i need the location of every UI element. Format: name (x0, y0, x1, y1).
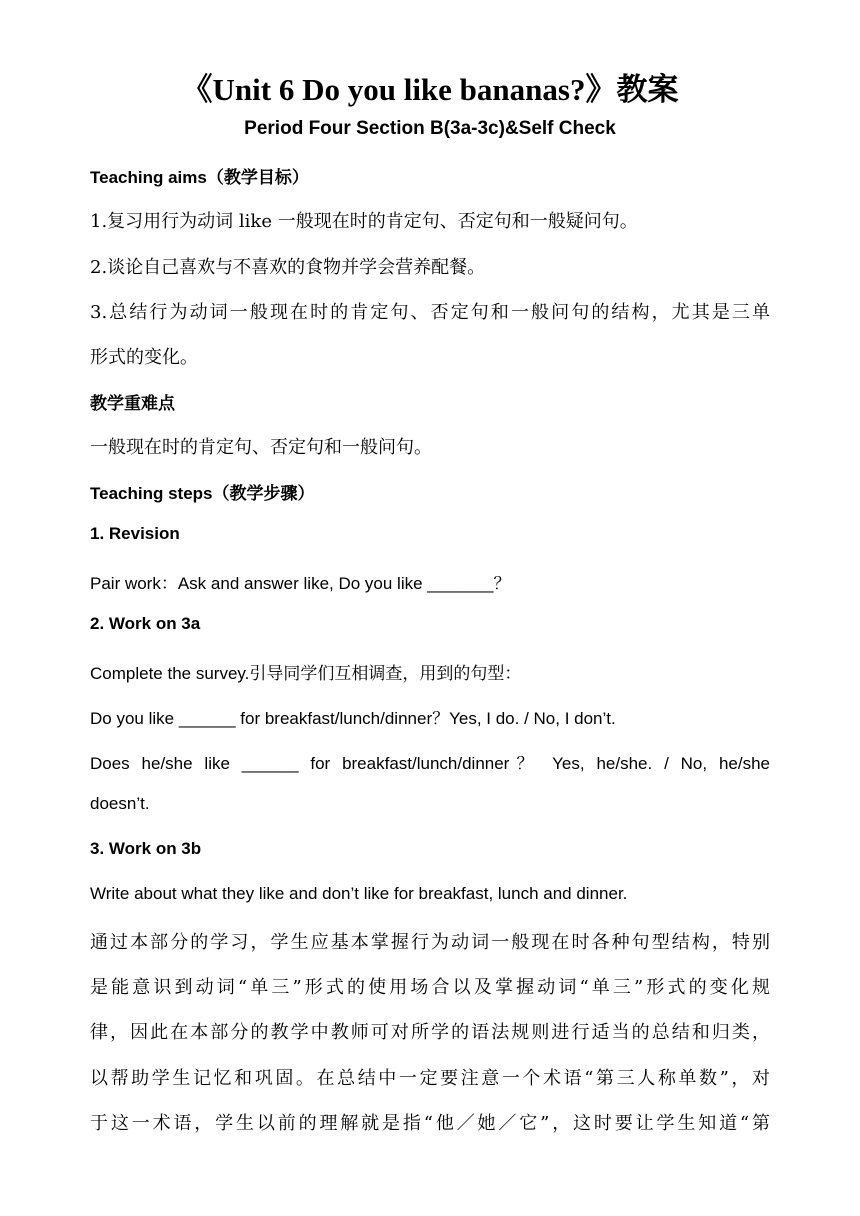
step3-intro: Write about what they like and don’t like for breakfast, lunch and dinner. (90, 884, 628, 903)
step2-question-2-continued: doesn’t. (90, 794, 150, 813)
aim-item-2: 2.谈论自己喜欢与不喜欢的食物并学会营养配餐。 (90, 257, 486, 278)
step3-paragraph-line-1: 通过本部分的学习，学生应基本掌握行为动词一般现在时各种句型结构，特别 (90, 932, 770, 953)
keypoints-heading: 教学重难点 (90, 394, 175, 413)
step2-intro: Complete the survey.引导同学们互相调查，用到的句型： (90, 664, 522, 683)
step2-heading: 2. Work on 3a (90, 614, 201, 633)
step1-heading: 1. Revision (90, 524, 180, 543)
document-title: 《Unit 6 Do you like bananas?》教案 (181, 72, 679, 107)
step2-question-1: Do you like ______ for breakfast/lunch/dinner？Yes, I do. / No, I don’t. (90, 709, 616, 728)
step3-paragraph-line-2: 是能意识到动词“单三”形式的使用场合以及掌握动词“单三”形式的变化规 (90, 977, 770, 998)
step3-paragraph-line-4: 以帮助学生记忆和巩固。在总结中一定要注意一个术语“第三人称单数”，对 (90, 1068, 770, 1089)
step2-question-2: Does he/she like ______ for breakfast/lunch/dinner？ Yes, he/she. / No, he/she (90, 754, 770, 773)
step3-paragraph-line-3: 律，因此在本部分的教学中教师可对所学的语法规则进行适当的总结和归类， (90, 1022, 770, 1043)
step3-heading: 3. Work on 3b (90, 839, 202, 858)
steps-heading: Teaching steps（教学步骤） (90, 484, 315, 503)
step1-text: Pair work：Ask and answer like, Do you like _______？ (90, 574, 511, 593)
step3-paragraph-line-5: 于这一术语，学生以前的理解就是指“他／她／它”，这时要让学生知道“第 (90, 1113, 770, 1134)
keypoints-text: 一般现在时的肯定句、否定句和一般问句。 (90, 437, 432, 458)
aim-item-3: 3.总结行为动词一般现在时的肯定句、否定句和一般问句的结构，尤其是三单 (90, 302, 770, 323)
aims-heading: Teaching aims（教学目标） (90, 168, 309, 187)
document-subtitle: Period Four Section B(3a-3c)&Self Check (244, 118, 616, 139)
aim-item-1: 1.复习用行为动词 like 一般现在时的肯定句、否定句和一般疑问句。 (90, 211, 638, 232)
aim-item-3-continued: 形式的变化。 (90, 347, 198, 368)
